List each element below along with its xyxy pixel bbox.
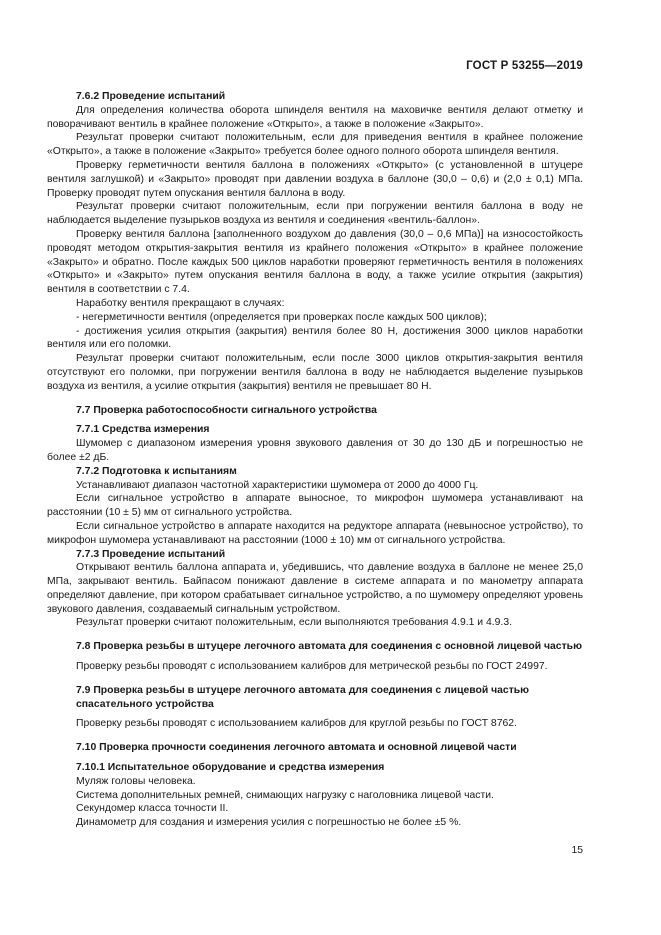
subsection-heading-7-6-2: 7.6.2 Проведение испытаний (76, 91, 226, 102)
document-body (47, 90, 583, 830)
document-code: ГОСТ Р 53255—2019 (466, 60, 583, 72)
paragraph: Проверку вентиля баллона [заполненного воздухом до давления (30,0 – 0,6 МПа)] на износостойкость проводят методом открытия-закрытия вентиля из крайнего положения «Открыто» в крайнее положение «Закрыто» и обратно. После каждых 500 циклов наработки проверяют герметичность вентиля в положениях «Открыто» и «Закрыто» путем опускания вентиля баллона в воду, а также усилие открытия (закрытия) вентиля в соответствии с 7.4. (47, 228, 583, 296)
list-item: - негерметичности вентиля (определяется при проверках после каждых 500 циклов); (76, 311, 487, 323)
paragraph: Результат проверки считают положительным, если после 3000 циклов открытия-закрытия вентиля отсутствуют его поломки, при погружении вентиля баллона в воду не наблюдается выделение пузырьков воздуха из вентиля, а усилие открытия (закрытия) вентиля не превышает 80 Н. (47, 353, 583, 392)
paragraph: Наработку вентиля прекращают в случаях: (76, 297, 285, 309)
paragraph: Результат проверки считают положительным, если при погружении вентиля баллона в воду не наблюдается выделение пузырьков воздуха из вентиля и соединения «вентиль-баллон». (47, 201, 583, 227)
paragraph: Проверку резьбы проводят с использованием калибров для метрической резьбы по ГОСТ 24997. (76, 661, 548, 673)
list-item: Система дополнительных ремней, снимающих нагрузку с наголовника лицевой части. (76, 789, 494, 801)
section-heading-7-9: 7.9 Проверка резьбы в штуцере легочного автомата для соединения с лицевой частью спасательного устройства (76, 684, 530, 710)
paragraph: Результат проверки считают положительным, если для приведения вентиля в крайнее положение «Открыто», а также в положение «Закрыто» требуется более одного полного оборота шпинделя вентиля. (47, 132, 583, 158)
paragraph: Если сигнальное устройство в аппарате выносное, то микрофон шумомера устанавливают на расстоянии (10 ± 5) мм от сигнального устройства. (47, 493, 583, 519)
section-heading-7-10: 7.10 Проверка прочности соединения легочного автомата и основной лицевой части (76, 742, 517, 754)
list-item: Секундомер класса точности II. (76, 803, 229, 815)
section-heading-7-8: 7.8 Проверка резьбы в штуцере легочного автомата для соединения с основной лицевой частью (76, 641, 582, 653)
section-heading-7-7: 7.7 Проверка работоспособности сигнального устройства (76, 404, 377, 416)
subsection-heading-7-7-2: 7.7.2 Подготовка к испытаниям (76, 465, 237, 477)
subsection-heading-7-10-1: 7.10.1 Испытательное оборудование и средства измерения (76, 762, 385, 774)
subsection-heading-7-7-1: 7.7.1 Средства измерения (76, 424, 210, 436)
list-item: - достижения усилия открытия (закрытия) вентиля более 80 Н, достижения 3000 циклов наработки вентиля или его поломки. (47, 325, 583, 351)
paragraph: Если сигнальное устройство в аппарате находится на редукторе аппарата (невыносное устройство), то микрофон шумомера устанавливают на расстоянии (1000 ± 10) мм от сигнального устройства. (47, 520, 583, 546)
paragraph: Устанавливают диапазон частотной характеристики шумомера от 2000 до 4000 Гц. (76, 479, 479, 491)
list-item: Динамометр для создания и измерения усилия с погрешностью не более ±5 %. (76, 817, 462, 829)
page-number: 15 (571, 845, 583, 856)
list-item: Муляж головы человека. (76, 775, 196, 787)
paragraph: Проверку резьбы проводят с использованием калибров для круглой резьбы по ГОСТ 8762. (76, 718, 517, 730)
paragraph: Шумомер с диапазоном измерения уровня звукового давления от 30 до 130 дБ и погрешностью не более ±2 дБ. (47, 438, 583, 463)
subsection-heading-7-7-3: 7.7.3 Проведение испытаний (76, 548, 226, 560)
paragraph: Проверку герметичности вентиля баллона в положениях «Открыто» (с установленной в штуцере вентиля заглушкой) и «Закрыто» проводят при давлении воздуха в баллоне (30,0 – 0,6) и (2,0 ± 0,1) МПа. Проверку проводят путем опускания вентиля баллона в воду. (47, 159, 583, 199)
paragraph: Для определения количества оборота шпинделя вентиля на маховичке вентиля делают отметку и поворачивают вентиль в крайнее положение «Открыто», а также в положение «Закрыто». (47, 104, 583, 130)
paragraph: Результат проверки считают положительным, если выполняются требования 4.9.1 и 4.9.3. (76, 617, 512, 629)
paragraph: Открывают вентиль баллона аппарата и, убедившись, что давление воздуха в баллоне не менее 25,0 МПа, закрывают вентиль. Байпасом понижают давление в системе аппарата и по манометру аппарата определяют давление, при котором срабатывает сигнальное устройство, а по шумомеру определяют уровень звукового давления, создаваемый сигнальным устройством. (47, 562, 583, 615)
